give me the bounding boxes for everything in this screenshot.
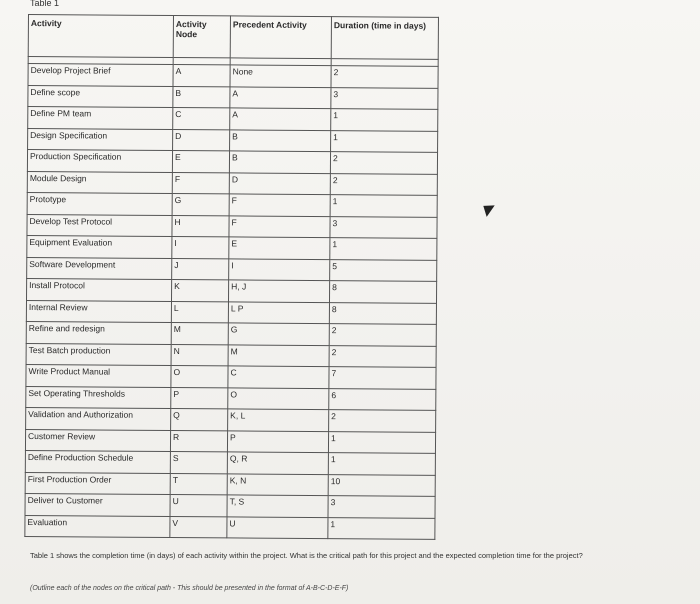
- table-row: [25, 450, 435, 474]
- cell-node-text: I: [174, 238, 177, 249]
- cell-activity-text: Production Specification: [29, 151, 122, 162]
- cell-duration: [330, 216, 437, 238]
- cell-duration: [329, 302, 436, 324]
- cell-node: [170, 495, 227, 517]
- cell-activity-text: Refine and redesign: [28, 323, 105, 334]
- instruction-text: (Outline each of the nodes on the critical path - This should be presented in the format of A-B-C-D-E-F): [30, 585, 349, 592]
- cell-activity: [27, 235, 172, 258]
- cell-precedent-text: A: [232, 87, 239, 98]
- cell-activity-text: Write Product Manual: [28, 366, 111, 377]
- cell-node-text: V: [172, 517, 179, 528]
- cell-precedent: [227, 516, 328, 538]
- cell-activity-text: First Production Order: [27, 473, 112, 485]
- cell-precedent-text: C: [230, 367, 237, 378]
- cell-activity: [26, 364, 171, 387]
- cell-precedent-text: I: [231, 259, 234, 270]
- cell-activity-text: Deliver to Customer: [27, 495, 103, 506]
- cell-node: [170, 430, 227, 452]
- cell-activity-text: Define Production Schedule: [27, 452, 134, 463]
- cell-duration: [329, 410, 436, 432]
- cell-node-text: B: [175, 87, 182, 98]
- cell-activity-text: Define PM team: [30, 108, 92, 119]
- cell-node-text: S: [172, 453, 179, 464]
- cell-activity: [26, 343, 171, 366]
- cell-precedent-text: D: [231, 173, 239, 184]
- cell-node-text: K: [174, 281, 180, 292]
- cell-activity: [25, 493, 170, 516]
- cell-activity: [25, 515, 170, 538]
- table-row: [25, 429, 435, 453]
- cell-precedent-text: None: [232, 66, 253, 77]
- cell-precedent: [230, 108, 331, 130]
- table-row: [27, 192, 437, 216]
- cell-node-text: N: [173, 345, 180, 356]
- cell-duration-text: 8: [331, 303, 337, 314]
- cell-precedent-text: K, N: [229, 474, 247, 486]
- cell-activity: [28, 107, 173, 130]
- cell-duration-text: 1: [330, 454, 336, 465]
- cell-duration: [330, 259, 437, 281]
- table-row: [26, 386, 436, 410]
- table-row: [26, 321, 436, 345]
- cell-node-text: E: [174, 152, 181, 163]
- cell-duration: [329, 367, 436, 389]
- cell-precedent-text: T, S: [229, 496, 245, 507]
- cell-node-text: D: [175, 130, 182, 141]
- cell-activity-text: Define scope: [30, 86, 81, 97]
- cell-precedent: [228, 323, 329, 345]
- cell-node-text: Q: [173, 410, 180, 421]
- cell-node: [171, 387, 228, 409]
- table-row: [28, 85, 438, 109]
- cell-precedent: [228, 366, 329, 388]
- cell-activity: [27, 214, 172, 237]
- cell-precedent: [230, 86, 331, 108]
- cell-activity-text: Test Batch production: [28, 344, 111, 356]
- cell-duration: [329, 281, 436, 303]
- cell-duration: [331, 109, 438, 131]
- cell-precedent: [229, 237, 330, 259]
- cell-node-text: L: [173, 302, 179, 313]
- cell-activity-text: Validation and Authorization: [28, 409, 134, 420]
- cell-activity-text: Design Specification: [30, 129, 108, 141]
- cell-precedent-text: B: [232, 130, 238, 141]
- cell-node: [172, 151, 229, 173]
- cell-duration: [328, 474, 435, 496]
- cell-activity-text: Equipment Evaluation: [29, 237, 113, 248]
- cell-duration: [330, 152, 437, 174]
- cell-activity-text: Install Protocol: [29, 280, 85, 291]
- cell-duration-text: 2: [331, 346, 337, 357]
- cell-precedent: [229, 151, 330, 173]
- cell-precedent: [229, 258, 330, 280]
- cell-node-text: R: [173, 431, 180, 442]
- cell-precedent: [227, 430, 328, 452]
- table-row: [27, 257, 437, 281]
- cell-precedent: [230, 65, 331, 87]
- cell-duration: [330, 173, 437, 195]
- cell-duration-text: 2: [331, 411, 336, 422]
- cell-node: [172, 172, 229, 194]
- cell-precedent-text: E: [231, 238, 238, 249]
- cell-precedent-text: O: [230, 388, 238, 399]
- cell-duration-text: 2: [332, 174, 338, 185]
- cell-duration: [328, 517, 435, 539]
- question-text: Table 1 shows the completion time (in days) of each activity within the project. What is the critical path for this project and the expected completion time for the project?: [30, 551, 583, 560]
- cell-duration-text: 6: [331, 389, 337, 400]
- cell-node: [170, 452, 227, 474]
- cell-node-text: M: [173, 324, 181, 335]
- cell-precedent-text: K, L: [230, 410, 246, 421]
- table-header-row: [28, 15, 438, 60]
- header-activity: Activity: [28, 15, 173, 58]
- table-row: [27, 150, 437, 174]
- cell-activity: [26, 386, 171, 409]
- cell-duration-text: 1: [330, 518, 336, 529]
- cell-precedent-text: M: [230, 345, 238, 356]
- cell-activity-text: Customer Review: [28, 430, 96, 441]
- cell-precedent: [228, 387, 329, 409]
- table-row: [27, 214, 437, 238]
- cell-duration-text: 2: [333, 67, 339, 78]
- cell-node-text: H: [174, 216, 181, 227]
- cell-node: [172, 194, 229, 216]
- cell-precedent: [229, 172, 330, 194]
- cell-duration-text: 2: [331, 325, 337, 336]
- cell-node: [173, 108, 230, 130]
- cell-node-text: T: [172, 474, 178, 485]
- cell-duration-text: 3: [333, 88, 339, 99]
- cell-duration-text: 1: [333, 110, 339, 121]
- cell-activity: [25, 450, 170, 473]
- cell-node: [172, 215, 229, 237]
- table-caption: Table 1: [30, 0, 60, 8]
- cell-node: [170, 473, 227, 495]
- cell-precedent: [228, 409, 329, 431]
- cell-precedent: [228, 344, 329, 366]
- cell-node: [173, 86, 230, 108]
- table-row: [27, 171, 437, 195]
- cell-node: [171, 344, 228, 366]
- cell-precedent-text: H, J: [231, 281, 247, 292]
- cell-precedent-text: A: [232, 109, 239, 120]
- cell-node: [173, 65, 230, 87]
- table-row: [25, 493, 435, 517]
- cell-node: [172, 237, 229, 259]
- header-activity-node: Activity Node: [173, 16, 230, 58]
- table-row: [26, 407, 436, 431]
- cell-duration: [328, 431, 435, 453]
- cell-precedent-text: G: [230, 324, 238, 335]
- cell-duration: [329, 345, 436, 367]
- cell-activity: [27, 150, 172, 173]
- cell-activity: [27, 257, 172, 280]
- cell-node: [170, 516, 227, 538]
- header-duration: Duration (time in days): [331, 17, 438, 60]
- table-row: [26, 343, 436, 367]
- cell-precedent: [230, 129, 331, 151]
- cell-node: [172, 258, 229, 280]
- cell-node: [171, 409, 228, 431]
- cell-precedent-text: P: [230, 431, 236, 442]
- cell-duration-text: 5: [332, 260, 338, 271]
- cell-activity-text: Internal Review: [28, 301, 88, 312]
- cell-activity: [28, 128, 173, 151]
- cell-activity: [25, 429, 170, 452]
- cell-duration-text: 1: [332, 239, 338, 250]
- table-row: [28, 107, 438, 131]
- table-row: [25, 472, 435, 496]
- table-row: [27, 278, 437, 302]
- cell-duration: [329, 388, 436, 410]
- cell-activity-text: Module Design: [29, 172, 87, 183]
- cell-precedent: [227, 495, 328, 517]
- cell-node-text: C: [175, 109, 182, 120]
- cell-duration: [329, 324, 436, 346]
- cell-duration-text: 8: [332, 282, 337, 293]
- table-row: [25, 515, 435, 539]
- cell-duration: [328, 496, 435, 518]
- cell-precedent: [229, 215, 330, 237]
- header-precedent-activity: Precedent Activity: [230, 16, 331, 59]
- cell-activity: [27, 171, 172, 194]
- activity-table: [24, 14, 439, 540]
- cell-activity: [27, 278, 172, 301]
- cell-precedent-text: U: [229, 517, 236, 528]
- cell-duration: [331, 130, 438, 152]
- cell-activity: [27, 192, 172, 215]
- table-body: [25, 57, 438, 540]
- cell-precedent-text: Q, R: [229, 453, 248, 464]
- cell-activity-text: Set Operating Thresholds: [28, 387, 126, 399]
- cell-node: [173, 129, 230, 151]
- cell-precedent: [228, 280, 329, 302]
- cell-precedent: [227, 473, 328, 495]
- cell-duration-text: 10: [330, 475, 341, 486]
- cell-activity: [28, 64, 173, 87]
- cell-precedent: [228, 301, 329, 323]
- cell-node-text: O: [173, 367, 181, 378]
- cell-duration: [330, 238, 437, 260]
- cell-duration: [328, 453, 435, 475]
- cell-precedent-text: B: [231, 152, 238, 163]
- cell-duration-text: 1: [332, 196, 338, 207]
- table-row: [26, 300, 436, 324]
- cell-duration-text: 3: [330, 497, 336, 508]
- cell-precedent-text: L P: [230, 302, 244, 314]
- cell-precedent: [229, 194, 330, 216]
- cell-node-text: G: [174, 195, 182, 206]
- cell-node-text: F: [174, 173, 181, 184]
- cell-precedent-text: F: [231, 216, 237, 227]
- cell-duration-text: 2: [332, 153, 338, 164]
- cell-duration: [331, 87, 438, 109]
- cell-activity-text: Develop Project Brief: [30, 65, 111, 76]
- cell-node-text: J: [174, 259, 179, 270]
- cell-node-text: U: [172, 496, 179, 507]
- cell-precedent: [227, 452, 328, 474]
- cell-duration: [330, 195, 437, 217]
- cell-duration-text: 3: [332, 217, 338, 228]
- cell-duration: [331, 66, 438, 88]
- table-row: [28, 128, 438, 152]
- cell-activity-text: Develop Test Protocol: [29, 215, 113, 227]
- cell-activity: [26, 321, 171, 344]
- table-row: [26, 364, 436, 388]
- cell-activity: [26, 300, 171, 323]
- table-row: [27, 235, 437, 259]
- table-row: [28, 64, 438, 88]
- cell-activity-text: Prototype: [29, 194, 67, 205]
- cell-activity: [26, 407, 171, 430]
- cell-node: [171, 366, 228, 388]
- cell-activity-text: Evaluation: [27, 516, 68, 527]
- cell-node: [171, 301, 228, 323]
- cell-activity: [28, 85, 173, 108]
- cell-duration-text: 1: [333, 131, 338, 142]
- cell-node-text: P: [173, 388, 180, 399]
- cell-node-text: A: [175, 66, 182, 77]
- cell-activity-text: Software Development: [29, 258, 116, 270]
- cell-node: [171, 280, 228, 302]
- cell-precedent-text: F: [231, 195, 237, 206]
- cell-node: [171, 323, 228, 345]
- cell-duration-text: 7: [331, 368, 337, 379]
- cell-activity: [25, 472, 170, 495]
- cell-duration-text: 1: [331, 432, 336, 443]
